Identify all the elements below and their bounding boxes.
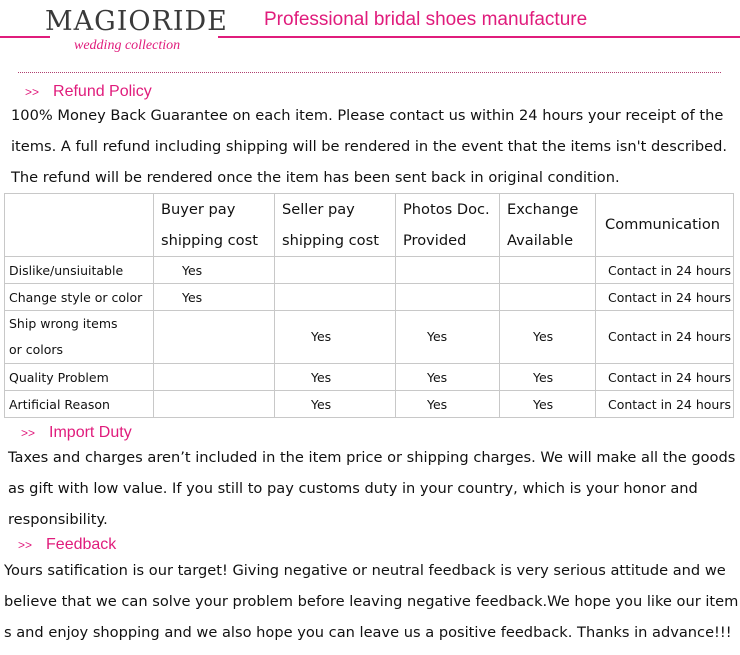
- refund-text-line: items. A full refund including shipping will be rendered in the event that the items isn't described.: [11, 138, 728, 155]
- cell-seller: [275, 284, 396, 311]
- refund-policy-text: [11, 100, 727, 193]
- header-exchange: Exchange Available: [500, 194, 596, 257]
- header-seller-pay: Seller pay shipping cost: [275, 194, 396, 257]
- cell-photos: Yes: [396, 391, 500, 418]
- arrows-icon: >>: [25, 85, 40, 99]
- feedback-title: Feedback: [46, 536, 117, 553]
- cell-exchange: Yes: [500, 391, 596, 418]
- arrows-icon: >>: [21, 426, 36, 440]
- feedback-text-line: believe that we can solve your problem before leaving negative feedback.We hope you like our item: [4, 593, 739, 610]
- feedback-text-line: s and enjoy shopping and we also hope you can leave us a positive feedback. Thanks in advance!!!: [4, 624, 732, 641]
- brand-logo-subtitle: wedding collection: [74, 38, 181, 53]
- feedback-text: [4, 555, 738, 648]
- row-reason: Artificial Reason: [5, 391, 154, 418]
- table-header-blank: [5, 194, 154, 257]
- cell-exchange: Yes: [500, 311, 596, 364]
- cell-photos: Yes: [396, 364, 500, 391]
- header-divider-right: [218, 36, 740, 38]
- cell-communication: Contact in 24 hours: [596, 364, 734, 391]
- cell-buyer: [154, 311, 275, 364]
- cell-communication: Contact in 24 hours: [596, 311, 734, 364]
- header-photos-doc: Photos Doc. Provided: [396, 194, 500, 257]
- import-duty-title: Import Duty: [49, 424, 132, 441]
- table-row: [5, 284, 734, 311]
- refund-table-header-row: [5, 194, 734, 257]
- feedback-heading: [18, 536, 116, 554]
- feedback-text-line: Yours satification is our target! Giving negative or neutral feedback is very serious attitude and we: [4, 562, 726, 579]
- refund-policy-title: Refund Policy: [53, 83, 152, 100]
- refund-text-line: The refund will be rendered once the item has been sent back in original condition.: [11, 169, 620, 186]
- table-row: [5, 364, 734, 391]
- row-reason: Ship wrong items or colors: [5, 311, 154, 364]
- refund-policy-heading: [25, 83, 152, 101]
- cell-photos: Yes: [396, 311, 500, 364]
- cell-buyer: [154, 391, 275, 418]
- arrows-icon: >>: [18, 538, 33, 552]
- cell-seller: Yes: [275, 364, 396, 391]
- header-communication: Communication: [596, 194, 734, 257]
- header-buyer-pay: Buyer pay shipping cost: [154, 194, 275, 257]
- cell-seller: [275, 257, 396, 284]
- header-divider-left: [0, 36, 50, 38]
- table-row: [5, 311, 734, 364]
- cell-communication: Contact in 24 hours: [596, 391, 734, 418]
- header-dotted-separator: [18, 72, 721, 73]
- row-reason: Dislike/unsiuitable: [5, 257, 154, 284]
- cell-buyer: Yes: [154, 284, 275, 311]
- cell-exchange: Yes: [500, 364, 596, 391]
- cell-photos: [396, 284, 500, 311]
- brand-logo: MAGIORIDE: [45, 6, 228, 37]
- row-reason: Change style or color: [5, 284, 154, 311]
- row-reason: Quality Problem: [5, 364, 154, 391]
- cell-exchange: [500, 284, 596, 311]
- cell-buyer: [154, 364, 275, 391]
- cell-seller: Yes: [275, 311, 396, 364]
- header: [0, 0, 740, 62]
- cell-photos: [396, 257, 500, 284]
- table-row: [5, 257, 734, 284]
- import-duty-text: [8, 442, 735, 535]
- import-text-line: as gift with low value. If you still to pay customs duty in your country, which is your honor and: [8, 480, 698, 497]
- cell-communication: Contact in 24 hours: [596, 284, 734, 311]
- cell-exchange: [500, 257, 596, 284]
- brand-tagline: Professional bridal shoes manufacture: [264, 9, 588, 30]
- import-text-line: responsibility.: [8, 511, 108, 528]
- cell-buyer: Yes: [154, 257, 275, 284]
- cell-seller: Yes: [275, 391, 396, 418]
- table-row: [5, 391, 734, 418]
- import-duty-heading: [21, 424, 132, 442]
- refund-text-line: 100% Money Back Guarantee on each item. Please contact us within 24 hours your receipt of the: [11, 107, 724, 124]
- refund-table: [4, 193, 734, 418]
- import-text-line: Taxes and charges aren’t included in the item price or shipping charges. We will make all the goods: [8, 449, 736, 466]
- cell-communication: Contact in 24 hours: [596, 257, 734, 284]
